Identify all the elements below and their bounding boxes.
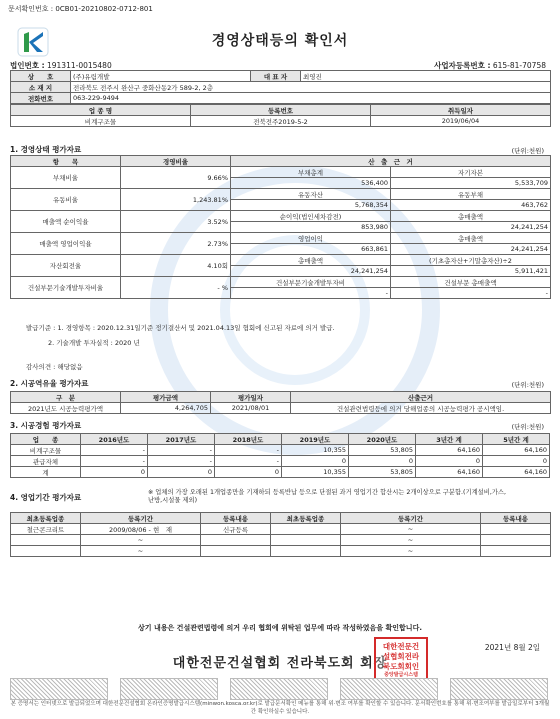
basis-b-label: 총매출액: [391, 233, 551, 244]
basis-a-label: 부채총계: [231, 167, 391, 178]
registration-number: 전북전주2019-5-2: [191, 116, 371, 127]
h-ratio: 경영비율: [121, 156, 231, 167]
section2-unit: (단위:천원): [511, 381, 544, 389]
period-cell: [481, 524, 551, 535]
h-item: 항 목: [11, 156, 121, 167]
period-cell: [271, 535, 341, 546]
h-basis: 산 출 근 거: [231, 156, 551, 167]
period-cell: [481, 535, 551, 546]
section3-title: 3. 시공경험 평가자료: [10, 421, 82, 430]
association-name: 대한전문건설협회 전라북도회 회장: [172, 656, 388, 671]
experience-row: [11, 467, 550, 478]
period-header: 등록내용: [481, 513, 551, 524]
section2-title: 2. 시공역유율 평가자료: [10, 379, 89, 388]
period-row: [11, 524, 551, 535]
basis-a-value: 853,980: [231, 222, 391, 233]
period-header: 등록기간: [341, 513, 481, 524]
basis-a-value: 24,241,254: [231, 266, 391, 277]
experience-value: 0: [416, 456, 483, 467]
experience-header: 업 종: [11, 434, 81, 445]
ratio-value: 4.10회: [121, 255, 231, 277]
basis-b-value: 463,762: [391, 200, 551, 211]
reg-value: 191311-0015480: [46, 61, 112, 70]
construction-experience-table: [10, 433, 550, 478]
period-cell: 2009/08/06 - 현 재: [81, 524, 201, 535]
company-label: 상 호: [11, 71, 71, 82]
period-cell: [481, 546, 551, 557]
experience-value: 10,355: [282, 445, 349, 456]
basis-b-value: 24,241,254: [391, 222, 551, 233]
basis-a-value: 5,768,354: [231, 200, 391, 211]
basis-a-label: 영업이익: [231, 233, 391, 244]
experience-value: 64,160: [483, 445, 550, 456]
basis-a-value: 536,400: [231, 178, 391, 189]
tech-investment-note: 2. 기술개발 투자실적 : 2020 년: [48, 339, 140, 347]
issue-date: 2021년 8월 2일: [484, 643, 540, 652]
management-row: [11, 211, 551, 222]
experience-value: 0: [215, 467, 282, 478]
audit-opinion: 감사의견 : 해당없음: [26, 363, 83, 371]
experience-header: 2020년도: [349, 434, 416, 445]
period-cell: ~: [341, 546, 481, 557]
h-eval-date: 평가일자: [211, 392, 291, 403]
ratio-item: 자산회전율: [11, 255, 121, 277]
h-amount: 평가금액: [121, 392, 211, 403]
experience-value: 64,160: [416, 445, 483, 456]
basis-b-label: 유동부채: [391, 189, 551, 200]
addr-label: 소 재 지: [11, 82, 71, 93]
experience-header: 2016년도: [81, 434, 148, 445]
security-pattern-2: [120, 678, 218, 700]
management-row: [11, 255, 551, 266]
ratio-item: 매출액 영업이익율: [11, 233, 121, 255]
experience-row-label: 관급자체: [11, 456, 81, 467]
basis-a-label: 순이익(법인세차감전): [231, 211, 391, 222]
basis-b-label: 총매출액: [391, 211, 551, 222]
period-row: [11, 535, 551, 546]
section4-note: ※ 업체의 가장 오래된 1개업종만을 기재하되 등록반납 등으로 단절된 과거 영업기간 합산시는 2개이상으로 구분함.(기계설비,가스,난방,시설물 제외): [148, 489, 506, 504]
basis-a-label: 유동자산: [231, 189, 391, 200]
h-type: 업 종 명: [11, 105, 191, 116]
experience-value: -: [81, 445, 148, 456]
experience-header: 3년간 계: [416, 434, 483, 445]
period-cell: ~: [81, 535, 201, 546]
h-regno: 등록번호: [191, 105, 371, 116]
period-cell: 신규등록: [201, 524, 271, 535]
reg-label: 법인번호 :: [10, 61, 45, 70]
document-number: 문서확인번호 : 0CB01-20210802-0712-801: [8, 5, 153, 13]
experience-value: 53,805: [349, 445, 416, 456]
period-header: 등록내용: [201, 513, 271, 524]
basis-b-label: 건설부문 총매출액: [391, 277, 551, 288]
experience-header: 2018년도: [215, 434, 282, 445]
business-type: 비계구조물: [11, 116, 191, 127]
period-header: 최초등록업종: [271, 513, 341, 524]
rep-label: 대 표 자: [251, 71, 301, 82]
period-cell: [11, 535, 81, 546]
basis-b-label: (기초총자산+기말총자산)÷2: [391, 255, 551, 266]
experience-value: 53,805: [349, 467, 416, 478]
experience-value: 64,160: [416, 467, 483, 478]
basis-a-value: 663,861: [231, 244, 391, 255]
experience-value: 0: [148, 467, 215, 478]
confirmation-statement: 상기 내용은 건설관련법령에 의거 우리 협회에 위탁된 업무에 따라 작성하였음을 확인합니다.: [138, 624, 422, 632]
experience-value: -: [215, 445, 282, 456]
h-division: 구 분: [11, 392, 121, 403]
business-period-table: [10, 512, 550, 557]
experience-value: 0: [349, 456, 416, 467]
basis-b-value: -: [391, 288, 551, 299]
capacity-amount: 4,264,705: [121, 403, 211, 414]
management-row: [11, 189, 551, 200]
period-row: [11, 546, 551, 557]
basis-b-label: 자기자본: [391, 167, 551, 178]
security-pattern-1: [10, 678, 108, 700]
period-cell: [271, 524, 341, 535]
document-title: 경영상태등의 확인서: [211, 33, 349, 49]
stamp-line-2: 설협회전라: [382, 652, 420, 661]
section1-unit: (단위:천원): [511, 147, 544, 155]
experience-row: [11, 445, 550, 456]
experience-header: 5년간 계: [483, 434, 550, 445]
period-header: 등록기간: [81, 513, 201, 524]
capacity-date: 2021/08/01: [211, 403, 291, 414]
experience-row-label: 비계구조물: [11, 445, 81, 456]
basis-a-label: 총매출액: [231, 255, 391, 266]
h-calc-basis: 산출근거: [291, 392, 551, 403]
basis-b-value: 24,241,254: [391, 244, 551, 255]
stamp-line-3: 북도회회인: [382, 662, 420, 671]
address: 전라북도 전주시 완산구 중화산동2가 589-2, 2층: [71, 82, 551, 93]
h-acq-date: 취득일자: [371, 105, 551, 116]
period-cell: ~: [341, 524, 481, 535]
period-cell: [11, 546, 81, 557]
period-cell: [271, 546, 341, 557]
basis-b-value: 5,533,709: [391, 178, 551, 189]
period-cell: [201, 546, 271, 557]
section3-unit: (단위:천원): [511, 423, 544, 431]
basis-a-value: -: [231, 288, 391, 299]
verification-footer: 본 증명서는 인터넷으로 발급되었으며 대한전문건설협회 온라인증명발급시스템(minwon.kosca.or.kr)로 발급문서확인 메뉴를 통해 위·변조 여부를 확인할 수 있습니다. 문서확인번호를 통해 위·변조여부를 발급일로부터 3개월간 확인하실수 있습니다.: [10, 701, 550, 715]
ratio-value: 9.66%: [121, 167, 231, 189]
telephone: 063-229-9494: [71, 93, 551, 104]
capacity-division: 2021년도 시공능력평가액: [11, 403, 121, 414]
company-info-table: [10, 70, 550, 127]
period-cell: 철근콘크리트: [11, 524, 81, 535]
period-cell: ~: [81, 546, 201, 557]
management-row: [11, 277, 551, 288]
experience-row: [11, 456, 550, 467]
experience-value: 10,355: [282, 467, 349, 478]
experience-value: 64,160: [483, 467, 550, 478]
period-header: 최초등록업종: [11, 513, 81, 524]
ratio-value: 2.73%: [121, 233, 231, 255]
experience-row-label: 계: [11, 467, 81, 478]
period-cell: [201, 535, 271, 546]
management-row: [11, 167, 551, 178]
section1-title: 1. 경영상태 평가자료: [10, 145, 82, 154]
basis-b-value: 5,911,421: [391, 266, 551, 277]
ratio-item: 매출액 순이익율: [11, 211, 121, 233]
ratio-item: 유동비율: [11, 189, 121, 211]
security-pattern-4: [340, 678, 438, 700]
management-row: [11, 233, 551, 244]
issuance-basis-note: 발급기준 : 1. 경영항목 : 2020.12.31일기준 정기결산서 및 2021.04.13일 협회에 신고된 자료에 의거 발급.: [26, 324, 335, 332]
basis-a-label: 건설부문기술개발투자비: [231, 277, 391, 288]
experience-value: -: [148, 445, 215, 456]
management-status-table: [10, 155, 550, 299]
ratio-item: 부채비율: [11, 167, 121, 189]
experience-value: 0: [282, 456, 349, 467]
bizno-value: 615-81-70758: [492, 61, 546, 70]
security-pattern-5: [450, 678, 548, 700]
bizno-label: 사업자등록번호 :: [434, 61, 491, 70]
experience-value: 0: [483, 456, 550, 467]
ratio-value: - %: [121, 277, 231, 299]
period-cell: ~: [341, 535, 481, 546]
experience-value: -: [148, 456, 215, 467]
ratio-value: 3.52%: [121, 211, 231, 233]
rep-name: 최영진: [301, 71, 551, 82]
construction-capacity-table: [10, 391, 550, 414]
experience-header: 2019년도: [282, 434, 349, 445]
experience-value: -: [215, 456, 282, 467]
section4-title: 4. 영업기간 평가자료: [10, 493, 82, 502]
experience-value: -: [81, 456, 148, 467]
security-pattern-3: [230, 678, 328, 700]
experience-header: 2017년도: [148, 434, 215, 445]
company-name: (주)유림개발: [71, 71, 251, 82]
stamp-subtext: 중앙발급시스템: [384, 672, 418, 678]
ratio-value: 1,243.81%: [121, 189, 231, 211]
acquisition-date: 2019/06/04: [371, 116, 551, 127]
experience-value: 0: [81, 467, 148, 478]
ratio-item: 건설부문기술개발투자비율: [11, 277, 121, 299]
tel-label: 전화번호: [11, 93, 71, 104]
capacity-basis: 건설관련법령등에 의거 당해업종의 시공능력평가 공시액임.: [291, 403, 551, 414]
stamp-line-1: 대한전문건: [382, 642, 420, 651]
